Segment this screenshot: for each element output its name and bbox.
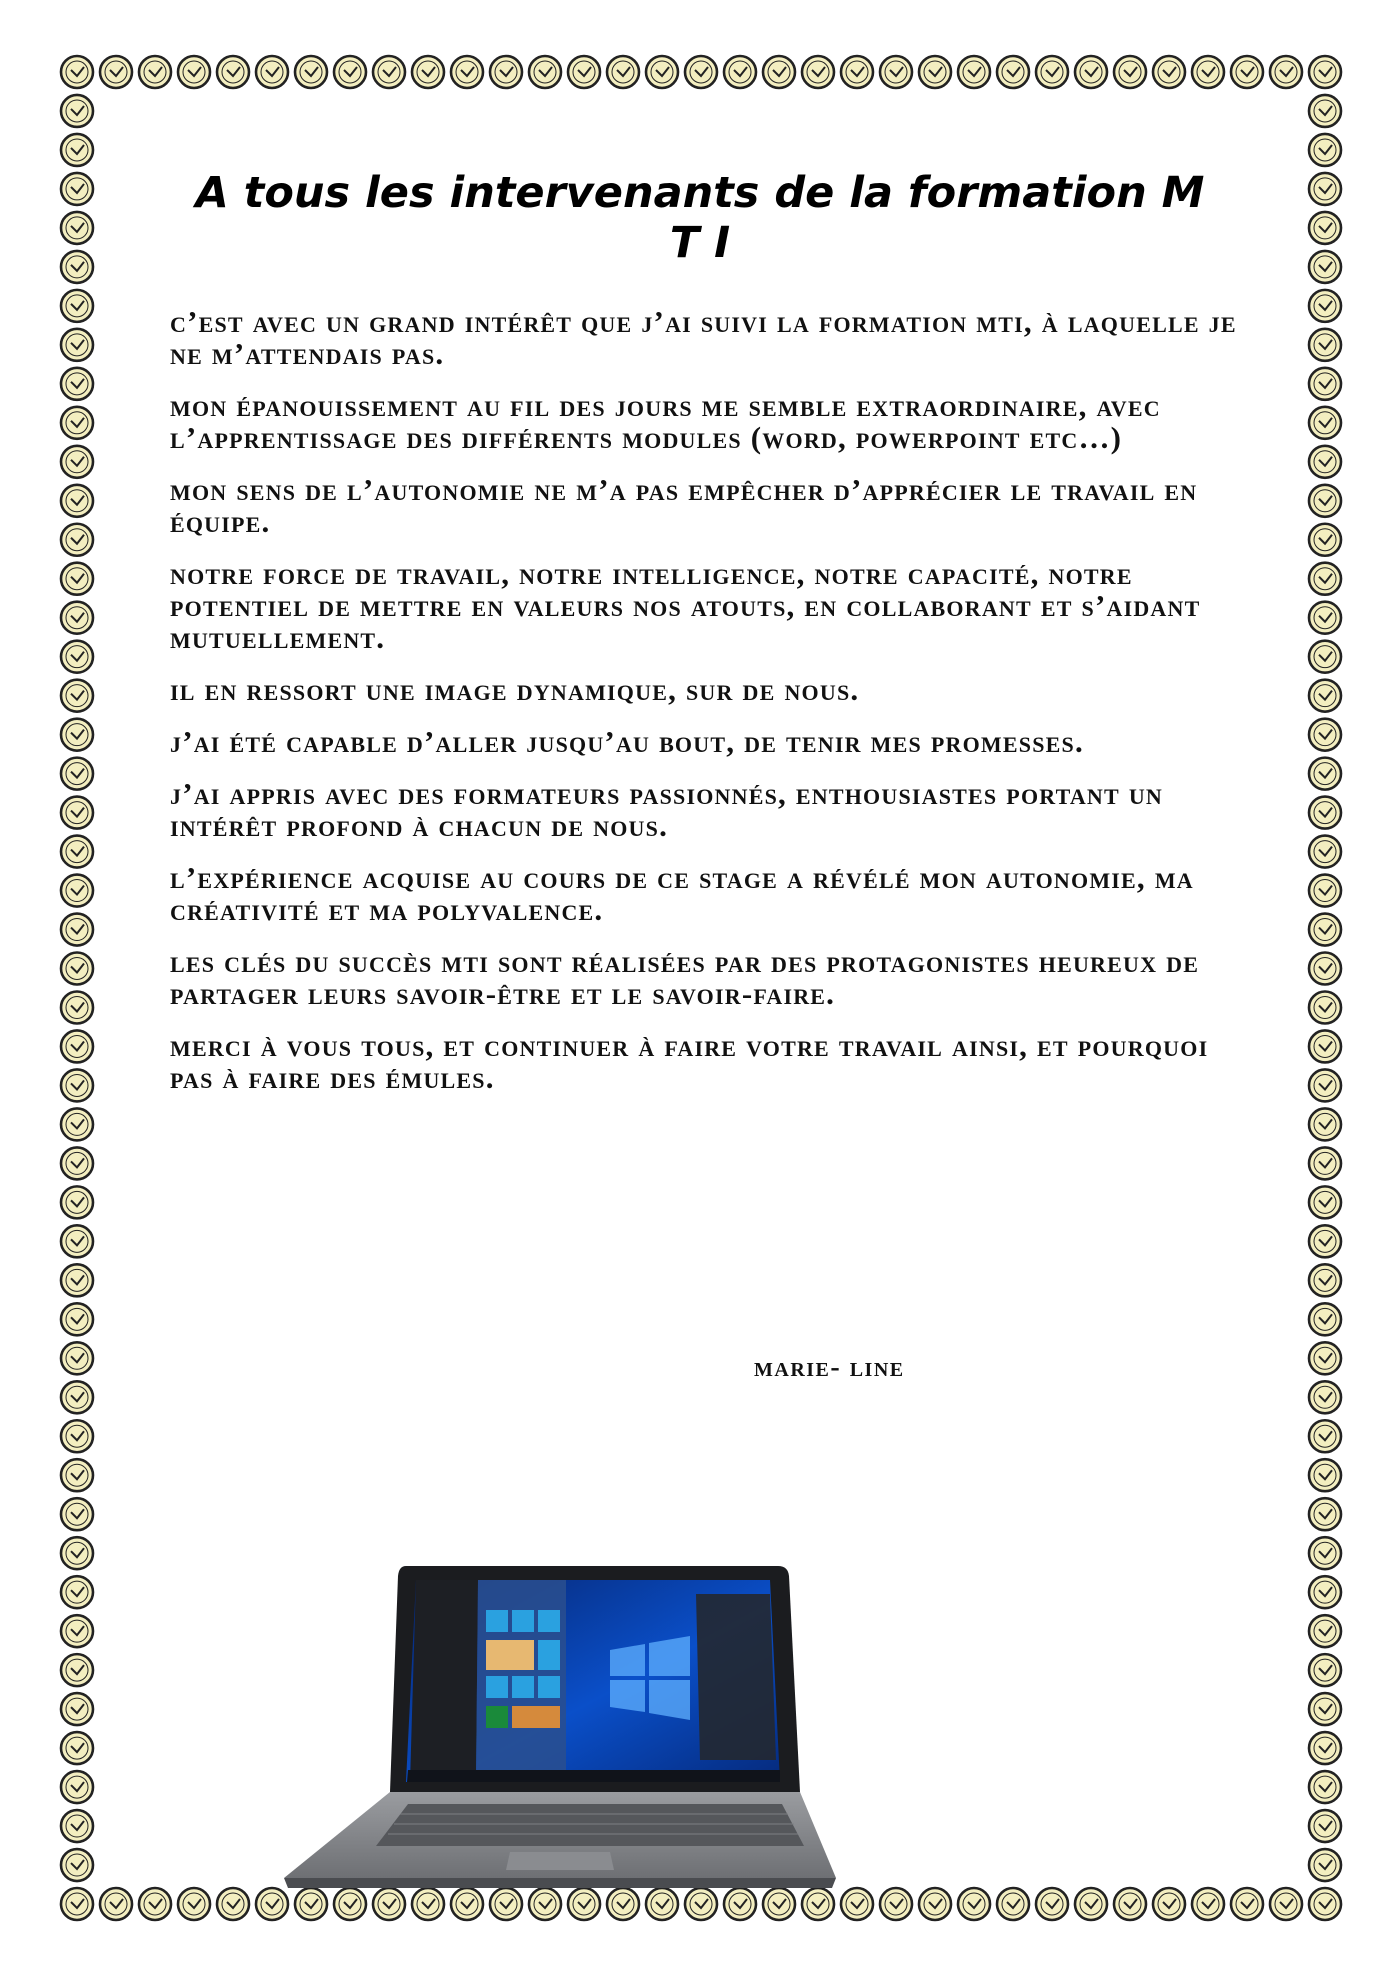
clock-icon (61, 1888, 93, 1920)
clock-icon (61, 1303, 93, 1335)
clock-icon (61, 563, 93, 595)
clock-icon (1309, 1147, 1341, 1179)
clock-icon (178, 56, 210, 88)
clock-icon (1309, 1069, 1341, 1101)
clock-icon (1075, 1888, 1107, 1920)
clock-icon (646, 56, 678, 88)
laptop-icon (280, 1560, 840, 1900)
clock-icon (802, 56, 834, 88)
clock-icon (1231, 1888, 1263, 1920)
clock-icon (61, 836, 93, 868)
clock-icon (61, 56, 93, 88)
letter-title: A tous les intervenants de la formation M T I (195, 168, 1205, 268)
clock-icon (100, 1888, 132, 1920)
clock-icon (61, 680, 93, 712)
clock-icon (61, 1420, 93, 1452)
clock-icon (1309, 173, 1341, 205)
clock-icon (1309, 991, 1341, 1023)
signature: marie- line (754, 1352, 905, 1383)
clock-icon (1309, 1888, 1341, 1920)
clock-icon (607, 56, 639, 88)
clock-icon (61, 758, 93, 790)
clock-icon (1309, 1108, 1341, 1140)
clock-icon (61, 602, 93, 634)
letter-paragraph: mon sens de l’autonomie ne m’a pas empêcher d’apprécier le travail en équipe. (170, 472, 1198, 539)
clock-icon (1231, 56, 1263, 88)
clock-icon (841, 1888, 873, 1920)
clock-icon (61, 446, 93, 478)
clock-icon (841, 56, 873, 88)
clock-icon (61, 251, 93, 283)
clock-icon (1309, 1732, 1341, 1764)
clock-icon (61, 290, 93, 322)
clock-icon (568, 56, 600, 88)
letter-paragraph: merci à vous tous, et continuer à faire votre travail ainsi, et pourquoi pas à faire des émules. (170, 1028, 1209, 1095)
clock-icon (1309, 1771, 1341, 1803)
letter-paragraph: j’ai été capable d’aller jusqu’au bout, de tenir mes promesses. (170, 724, 1084, 759)
clock-icon (1309, 1498, 1341, 1530)
clock-icon (1309, 1615, 1341, 1647)
clock-icon (1309, 446, 1341, 478)
clock-icon (1309, 407, 1341, 439)
clock-icon (61, 1810, 93, 1842)
clock-icon (1309, 1342, 1341, 1374)
clock-icon (1309, 251, 1341, 283)
clock-icon (61, 1186, 93, 1218)
clock-icon (139, 1888, 171, 1920)
letter-paragraph: l’expérience acquise au cours de ce stage a révélé mon autonomie, ma créativité et ma polyvalence. (170, 860, 1194, 927)
clock-icon (61, 1654, 93, 1686)
clock-icon (61, 641, 93, 673)
clock-icon (685, 56, 717, 88)
clock-icon (1309, 1303, 1341, 1335)
clock-icon (61, 1342, 93, 1374)
clock-icon (61, 1030, 93, 1062)
clock-icon (61, 1498, 93, 1530)
clock-icon (1036, 56, 1068, 88)
clock-icon (61, 991, 93, 1023)
clock-icon (61, 485, 93, 517)
clock-icon (1309, 836, 1341, 868)
clock-icon (1309, 563, 1341, 595)
clock-icon (1309, 797, 1341, 829)
clock-icon (61, 914, 93, 946)
clock-icon (217, 1888, 249, 1920)
clock-icon (61, 407, 93, 439)
clock-icon (997, 56, 1029, 88)
clock-icon (529, 56, 561, 88)
clock-icon (256, 56, 288, 88)
clock-icon (724, 56, 756, 88)
clock-icon (412, 56, 444, 88)
clock-icon (919, 1888, 951, 1920)
clock-icon (61, 1732, 93, 1764)
clock-icon (61, 1264, 93, 1296)
letter-paragraph: notre force de travail, notre intelligence, notre capacité, notre potentiel de mettre en valeurs nos atouts, en collaborant et s’aidant mutuellement. (170, 556, 1201, 655)
clock-icon (1153, 56, 1185, 88)
clock-icon (61, 134, 93, 166)
clock-icon (1309, 1225, 1341, 1257)
clock-icon (1309, 680, 1341, 712)
clock-icon (490, 56, 522, 88)
clock-icon (1309, 368, 1341, 400)
clock-icon (1309, 602, 1341, 634)
clock-icon (1309, 56, 1341, 88)
clock-icon (958, 56, 990, 88)
clock-icon (100, 56, 132, 88)
clock-icon (1309, 1459, 1341, 1491)
clock-icon (1309, 641, 1341, 673)
clock-icon (1309, 1810, 1341, 1842)
clock-icon (1036, 1888, 1068, 1920)
clock-icon (1309, 290, 1341, 322)
clock-icon (1309, 719, 1341, 751)
clock-icon (61, 368, 93, 400)
clock-icon (61, 797, 93, 829)
clock-icon (61, 1576, 93, 1608)
clock-icon (919, 56, 951, 88)
clock-icon (61, 1615, 93, 1647)
clock-icon (61, 1108, 93, 1140)
clock-icon (1309, 758, 1341, 790)
clock-icon (1192, 56, 1224, 88)
clock-icon (1309, 953, 1341, 985)
clock-icon (1309, 1381, 1341, 1413)
clock-icon (61, 329, 93, 361)
letter-body (170, 306, 1250, 1114)
clock-icon (61, 524, 93, 556)
clock-icon (880, 56, 912, 88)
clock-icon (334, 56, 366, 88)
clock-icon (61, 1381, 93, 1413)
letter-paragraph: il en ressort une image dynamique, sur de nous. (170, 672, 860, 707)
clock-icon (1309, 1849, 1341, 1881)
clock-icon (1075, 56, 1107, 88)
clock-icon (61, 953, 93, 985)
clock-icon (997, 1888, 1029, 1920)
clock-icon (1309, 1693, 1341, 1725)
clock-icon (61, 1147, 93, 1179)
letter-paragraph: c’est avec un grand intérêt que j’ai suivi la formation mti, à laquelle je ne m’attendais pas. (170, 304, 1237, 371)
clock-icon (61, 1459, 93, 1491)
clock-icon (1309, 212, 1341, 244)
clock-icon (1309, 914, 1341, 946)
clock-icon (1309, 329, 1341, 361)
clock-icon (1309, 1654, 1341, 1686)
clock-icon (217, 56, 249, 88)
clock-icon (139, 56, 171, 88)
clock-icon (295, 56, 327, 88)
clock-icon (451, 56, 483, 88)
clock-icon (61, 1771, 93, 1803)
clock-icon (1192, 1888, 1224, 1920)
clock-icon (1309, 95, 1341, 127)
clock-icon (880, 1888, 912, 1920)
clock-icon (61, 95, 93, 127)
clock-icon (1114, 1888, 1146, 1920)
clock-icon (1309, 1186, 1341, 1218)
clock-icon (1270, 1888, 1302, 1920)
clock-icon (1153, 1888, 1185, 1920)
letter-paragraph: les clés du succès mti sont réalisées par des protagonistes heureux de partager leurs savoir-être et le savoir-faire. (170, 944, 1200, 1011)
clock-icon (61, 212, 93, 244)
clock-icon (61, 1537, 93, 1569)
clock-icon (61, 1225, 93, 1257)
clock-icon (61, 1693, 93, 1725)
clock-icon (178, 1888, 210, 1920)
clock-icon (61, 1849, 93, 1881)
clock-icon (1309, 1537, 1341, 1569)
clock-icon (1309, 485, 1341, 517)
clock-icon (61, 719, 93, 751)
clock-icon (61, 1069, 93, 1101)
clock-icon (1309, 1264, 1341, 1296)
clock-icon (61, 875, 93, 907)
clock-icon (1309, 524, 1341, 556)
letter-paragraph: mon épanouissement au fil des jours me semble extraordinaire, avec l’apprentissage des différents modules (word, powerpoint etc…) (170, 388, 1161, 455)
clock-icon (1309, 875, 1341, 907)
clock-icon (1114, 56, 1146, 88)
clock-icon (763, 56, 795, 88)
clock-icon (1309, 134, 1341, 166)
letter-paragraph: j’ai appris avec des formateurs passionnés, enthousiastes portant un intérêt profond à chacun de nous. (170, 776, 1163, 843)
clock-icon (1309, 1420, 1341, 1452)
clock-icon (1309, 1576, 1341, 1608)
clock-icon (373, 56, 405, 88)
clock-icon (958, 1888, 990, 1920)
clock-icon (1309, 1030, 1341, 1062)
clock-icon (1270, 56, 1302, 88)
clock-icon (61, 173, 93, 205)
